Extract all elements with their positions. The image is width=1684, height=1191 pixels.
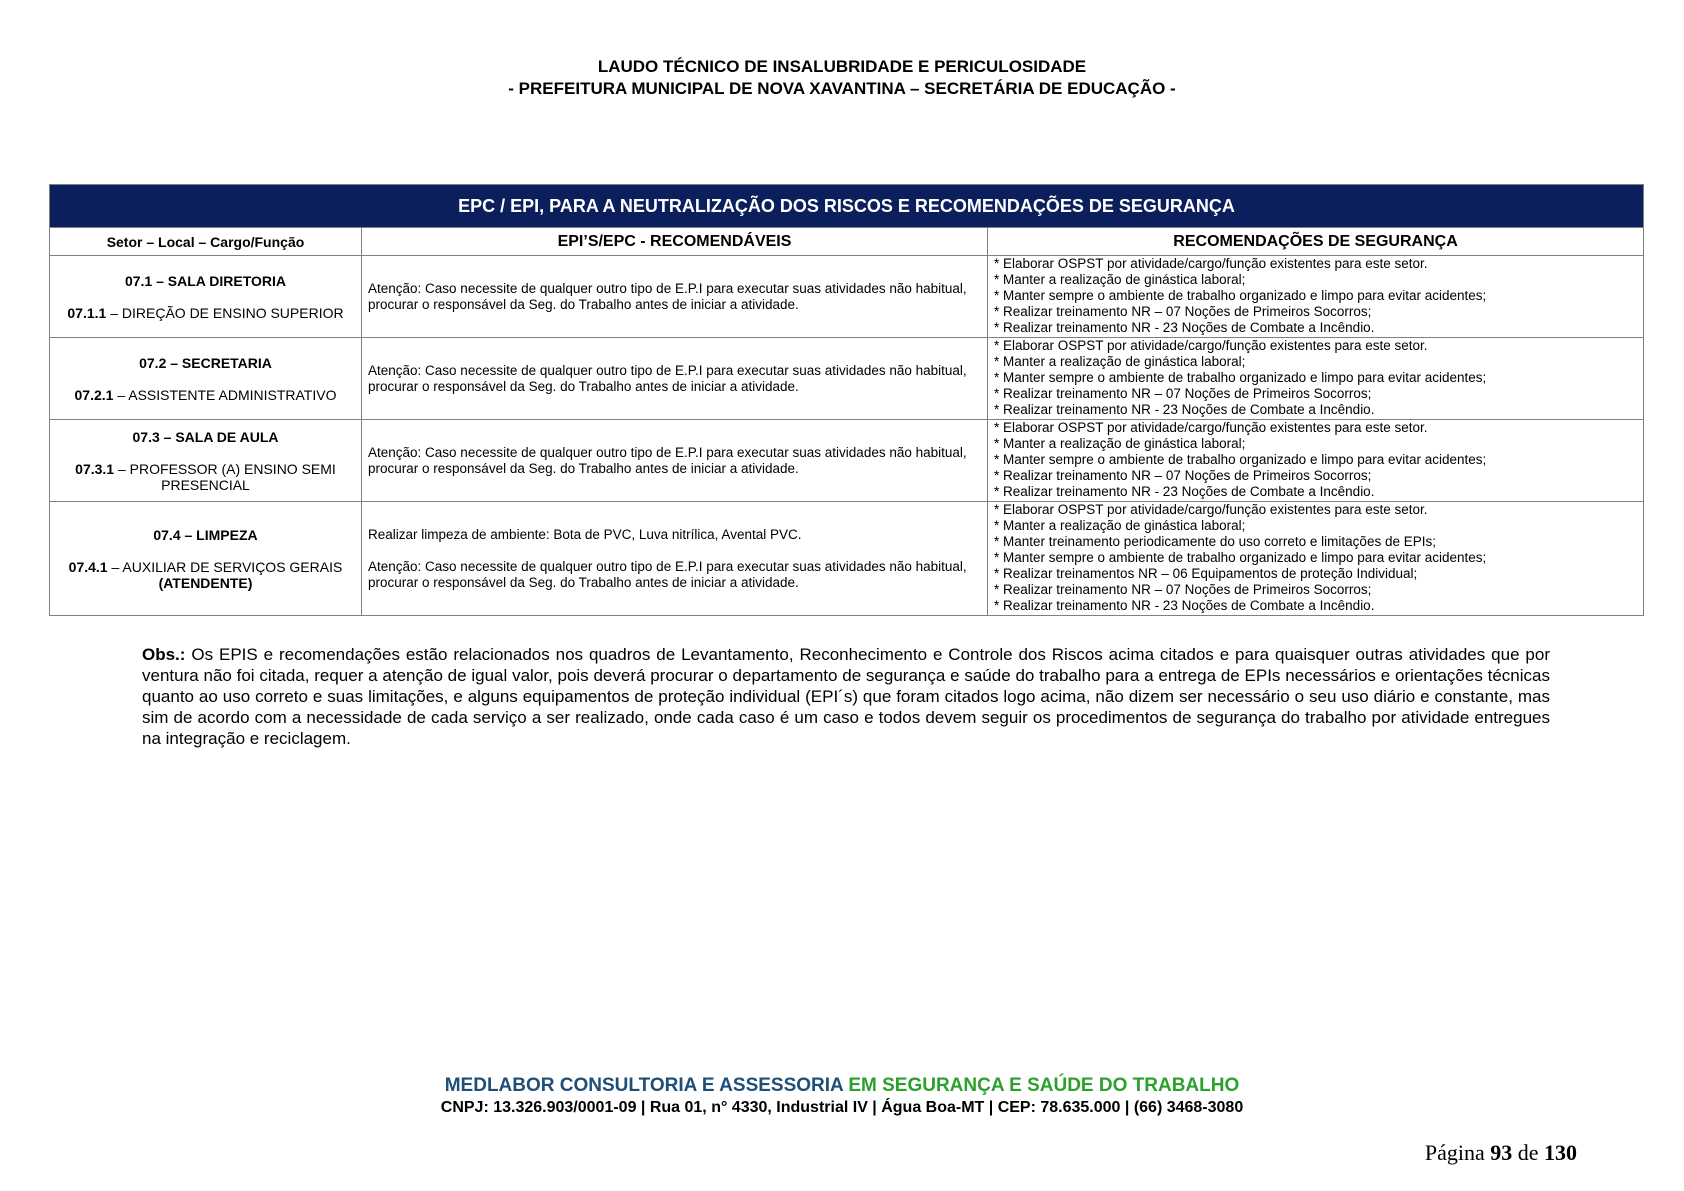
recommendations-cell — [988, 502, 1644, 616]
role-name: – ASSISTENTE ADMINISTRATIVO — [113, 386, 337, 403]
page-separator: de — [1512, 1140, 1544, 1165]
epi-text: Atenção: Caso necessite de qualquer outro tipo de E.P.I para executar suas atividades não habitual, procurar o responsável da Seg. do Trabalho antes de iniciar a atividade. — [368, 558, 967, 590]
column-header-epi: EPI’S/EPC - RECOMENDÁVEIS — [362, 228, 988, 256]
epi-cell — [362, 256, 988, 338]
page-prefix: Página — [1424, 1140, 1491, 1165]
sector-title: 07.1 – SALA DIRETORIA — [124, 272, 287, 289]
recommendation-item: * Realizar treinamento NR – 07 Noções de Primeiros Socorros; — [994, 304, 1372, 319]
recommendations-cell — [988, 256, 1644, 338]
observation-label: Obs.: — [142, 645, 186, 664]
recommendations-cell — [988, 338, 1644, 420]
table-row — [50, 502, 1644, 616]
recommendation-item: * Manter treinamento periodicamente do uso correto e limitações de EPIs; — [994, 534, 1436, 549]
epi-cell — [362, 502, 988, 616]
recommendation-item: * Realizar treinamento NR – 07 Noções de Primeiros Socorros; — [994, 468, 1372, 483]
header-subtitle: - PREFEITURA MUNICIPAL DE NOVA XAVANTINA – SECRETÁRIA DE EDUCAÇÃO - — [508, 79, 1176, 98]
table-title: EPC / EPI, PARA A NEUTRALIZAÇÃO DOS RISCOS E RECOMENDAÇÕES DE SEGURANÇA — [50, 185, 1644, 228]
table-row — [50, 256, 1644, 338]
role-name: – DIREÇÃO DE ENSINO SUPERIOR — [106, 304, 344, 321]
recommendation-item: * Elaborar OSPST por atividade/cargo/função existentes para este setor. — [994, 256, 1428, 271]
role-code: 07.3.1 — [75, 460, 115, 477]
column-header-sector: Setor – Local – Cargo/Função — [50, 228, 362, 256]
sector-cell — [50, 502, 362, 616]
sector-title: 07.4 – LIMPEZA — [153, 526, 258, 543]
table-row — [50, 420, 1644, 502]
recommendation-item: * Manter a realização de ginástica laboral; — [994, 354, 1246, 369]
footer-company-tagline: EM SEGURANÇA E SAÚDE DO TRABALHO — [843, 1075, 1240, 1096]
page-current: 93 — [1490, 1140, 1513, 1165]
role-name: – PROFESSOR (A) ENSINO SEMI PRESENCIAL — [114, 460, 336, 493]
observation-paragraph — [142, 644, 1550, 749]
role-name: – AUXILIAR DE SERVIÇOS GERAIS — [107, 558, 343, 575]
role-code: 07.2.1 — [74, 386, 114, 403]
recommendation-item: * Manter a realização de ginástica laboral; — [994, 272, 1246, 287]
role-code: 07.4.1 — [68, 558, 108, 575]
recommendation-item: * Realizar treinamento NR - 23 Noções de Combate a Incêndio. — [994, 320, 1375, 335]
recommendation-item: * Elaborar OSPST por atividade/cargo/função existentes para este setor. — [994, 420, 1428, 435]
sector-cell — [50, 420, 362, 502]
recommendation-item: * Manter a realização de ginástica laboral; — [994, 436, 1246, 451]
role-code: 07.1.1 — [67, 304, 107, 321]
footer-company — [0, 1075, 1684, 1097]
page-number — [1425, 1140, 1577, 1166]
recommendations-cell — [988, 420, 1644, 502]
epi-text: Atenção: Caso necessite de qualquer outro tipo de E.P.I para executar suas atividades não habitual, procurar o responsável da Seg. do Trabalho antes de iniciar a atividade. — [368, 444, 967, 476]
recommendation-item: * Realizar treinamentos NR – 06 Equipamentos de proteção Individual; — [994, 566, 1418, 581]
document-header — [0, 56, 1684, 100]
observation-text: Os EPIS e recomendações estão relacionados nos quadros de Levantamento, Reconhecimento e Controle dos Riscos acima citados e para quaisquer outras atividades que por ventura não foi citada, requer a atenção de igual valor, pois deverá procurar o departamento de segurança e saúde do trabalho para a entrega de EPIs necessários e orientações técnicas quanto ao uso correto e suas limitações, e alguns equipamentos de proteção individual (EPI´s) que foram citados logo acima, não dizem ser necessário o seu uso diário e constante, mas sim de acordo com a necessidade de cada serviço a ser realizado, onde cada caso é um caso e todos devem seguir os procedimentos de segurança do trabalho por atividade entregues na integração e reciclagem. — [142, 645, 1550, 748]
recommendation-item: * Manter sempre o ambiente de trabalho organizado e limpo para evitar acidentes; — [994, 288, 1487, 303]
recommendation-item: * Realizar treinamento NR – 07 Noções de Primeiros Socorros; — [994, 386, 1372, 401]
epi-cell — [362, 420, 988, 502]
epi-items: Realizar limpeza de ambiente: Bota de PVC, Luva nitrílica, Avental PVC. — [368, 526, 802, 542]
footer-address: CNPJ: 13.326.903/0001-09 | Rua 01, n° 4330, Industrial IV | Água Boa-MT | CEP: 78.635.000 | (66) 3468-3080 — [440, 1099, 1244, 1116]
column-header-recommendations: RECOMENDAÇÕES DE SEGURANÇA — [988, 228, 1644, 256]
page-total: 130 — [1544, 1140, 1577, 1165]
header-title: LAUDO TÉCNICO DE INSALUBRIDADE E PERICULOSIDADE — [597, 57, 1087, 76]
role-detail: (ATENDENTE) — [158, 574, 253, 591]
recommendation-item: * Manter sempre o ambiente de trabalho organizado e limpo para evitar acidentes; — [994, 370, 1487, 385]
recommendation-item: * Manter sempre o ambiente de trabalho organizado e limpo para evitar acidentes; — [994, 452, 1487, 467]
recommendation-item: * Realizar treinamento NR - 23 Noções de Combate a Incêndio. — [994, 484, 1375, 499]
recommendation-item: * Elaborar OSPST por atividade/cargo/função existentes para este setor. — [994, 338, 1428, 353]
epi-text: Atenção: Caso necessite de qualquer outro tipo de E.P.I para executar suas atividades não habitual, procurar o responsável da Seg. do Trabalho antes de iniciar a atividade. — [368, 362, 967, 394]
sector-cell — [50, 256, 362, 338]
table-row — [50, 338, 1644, 420]
epi-table — [49, 184, 1644, 616]
recommendation-item: * Elaborar OSPST por atividade/cargo/função existentes para este setor. — [994, 502, 1428, 517]
epi-text: Atenção: Caso necessite de qualquer outro tipo de E.P.I para executar suas atividades não habitual, procurar o responsável da Seg. do Trabalho antes de iniciar a atividade. — [368, 280, 967, 312]
recommendation-item: * Realizar treinamento NR - 23 Noções de Combate a Incêndio. — [994, 598, 1375, 613]
sector-title: 07.2 – SECRETARIA — [139, 354, 272, 371]
footer-company-name: MEDLABOR CONSULTORIA E ASSESSORIA — [444, 1075, 844, 1096]
recommendation-item: * Manter a realização de ginástica laboral; — [994, 518, 1246, 533]
epi-cell — [362, 338, 988, 420]
recommendation-item: * Realizar treinamento NR – 07 Noções de Primeiros Socorros; — [994, 582, 1372, 597]
recommendation-item: * Manter sempre o ambiente de trabalho organizado e limpo para evitar acidentes; — [994, 550, 1487, 565]
sector-title: 07.3 – SALA DE AULA — [132, 428, 279, 445]
recommendation-item: * Realizar treinamento NR - 23 Noções de Combate a Incêndio. — [994, 402, 1375, 417]
sector-cell — [50, 338, 362, 420]
